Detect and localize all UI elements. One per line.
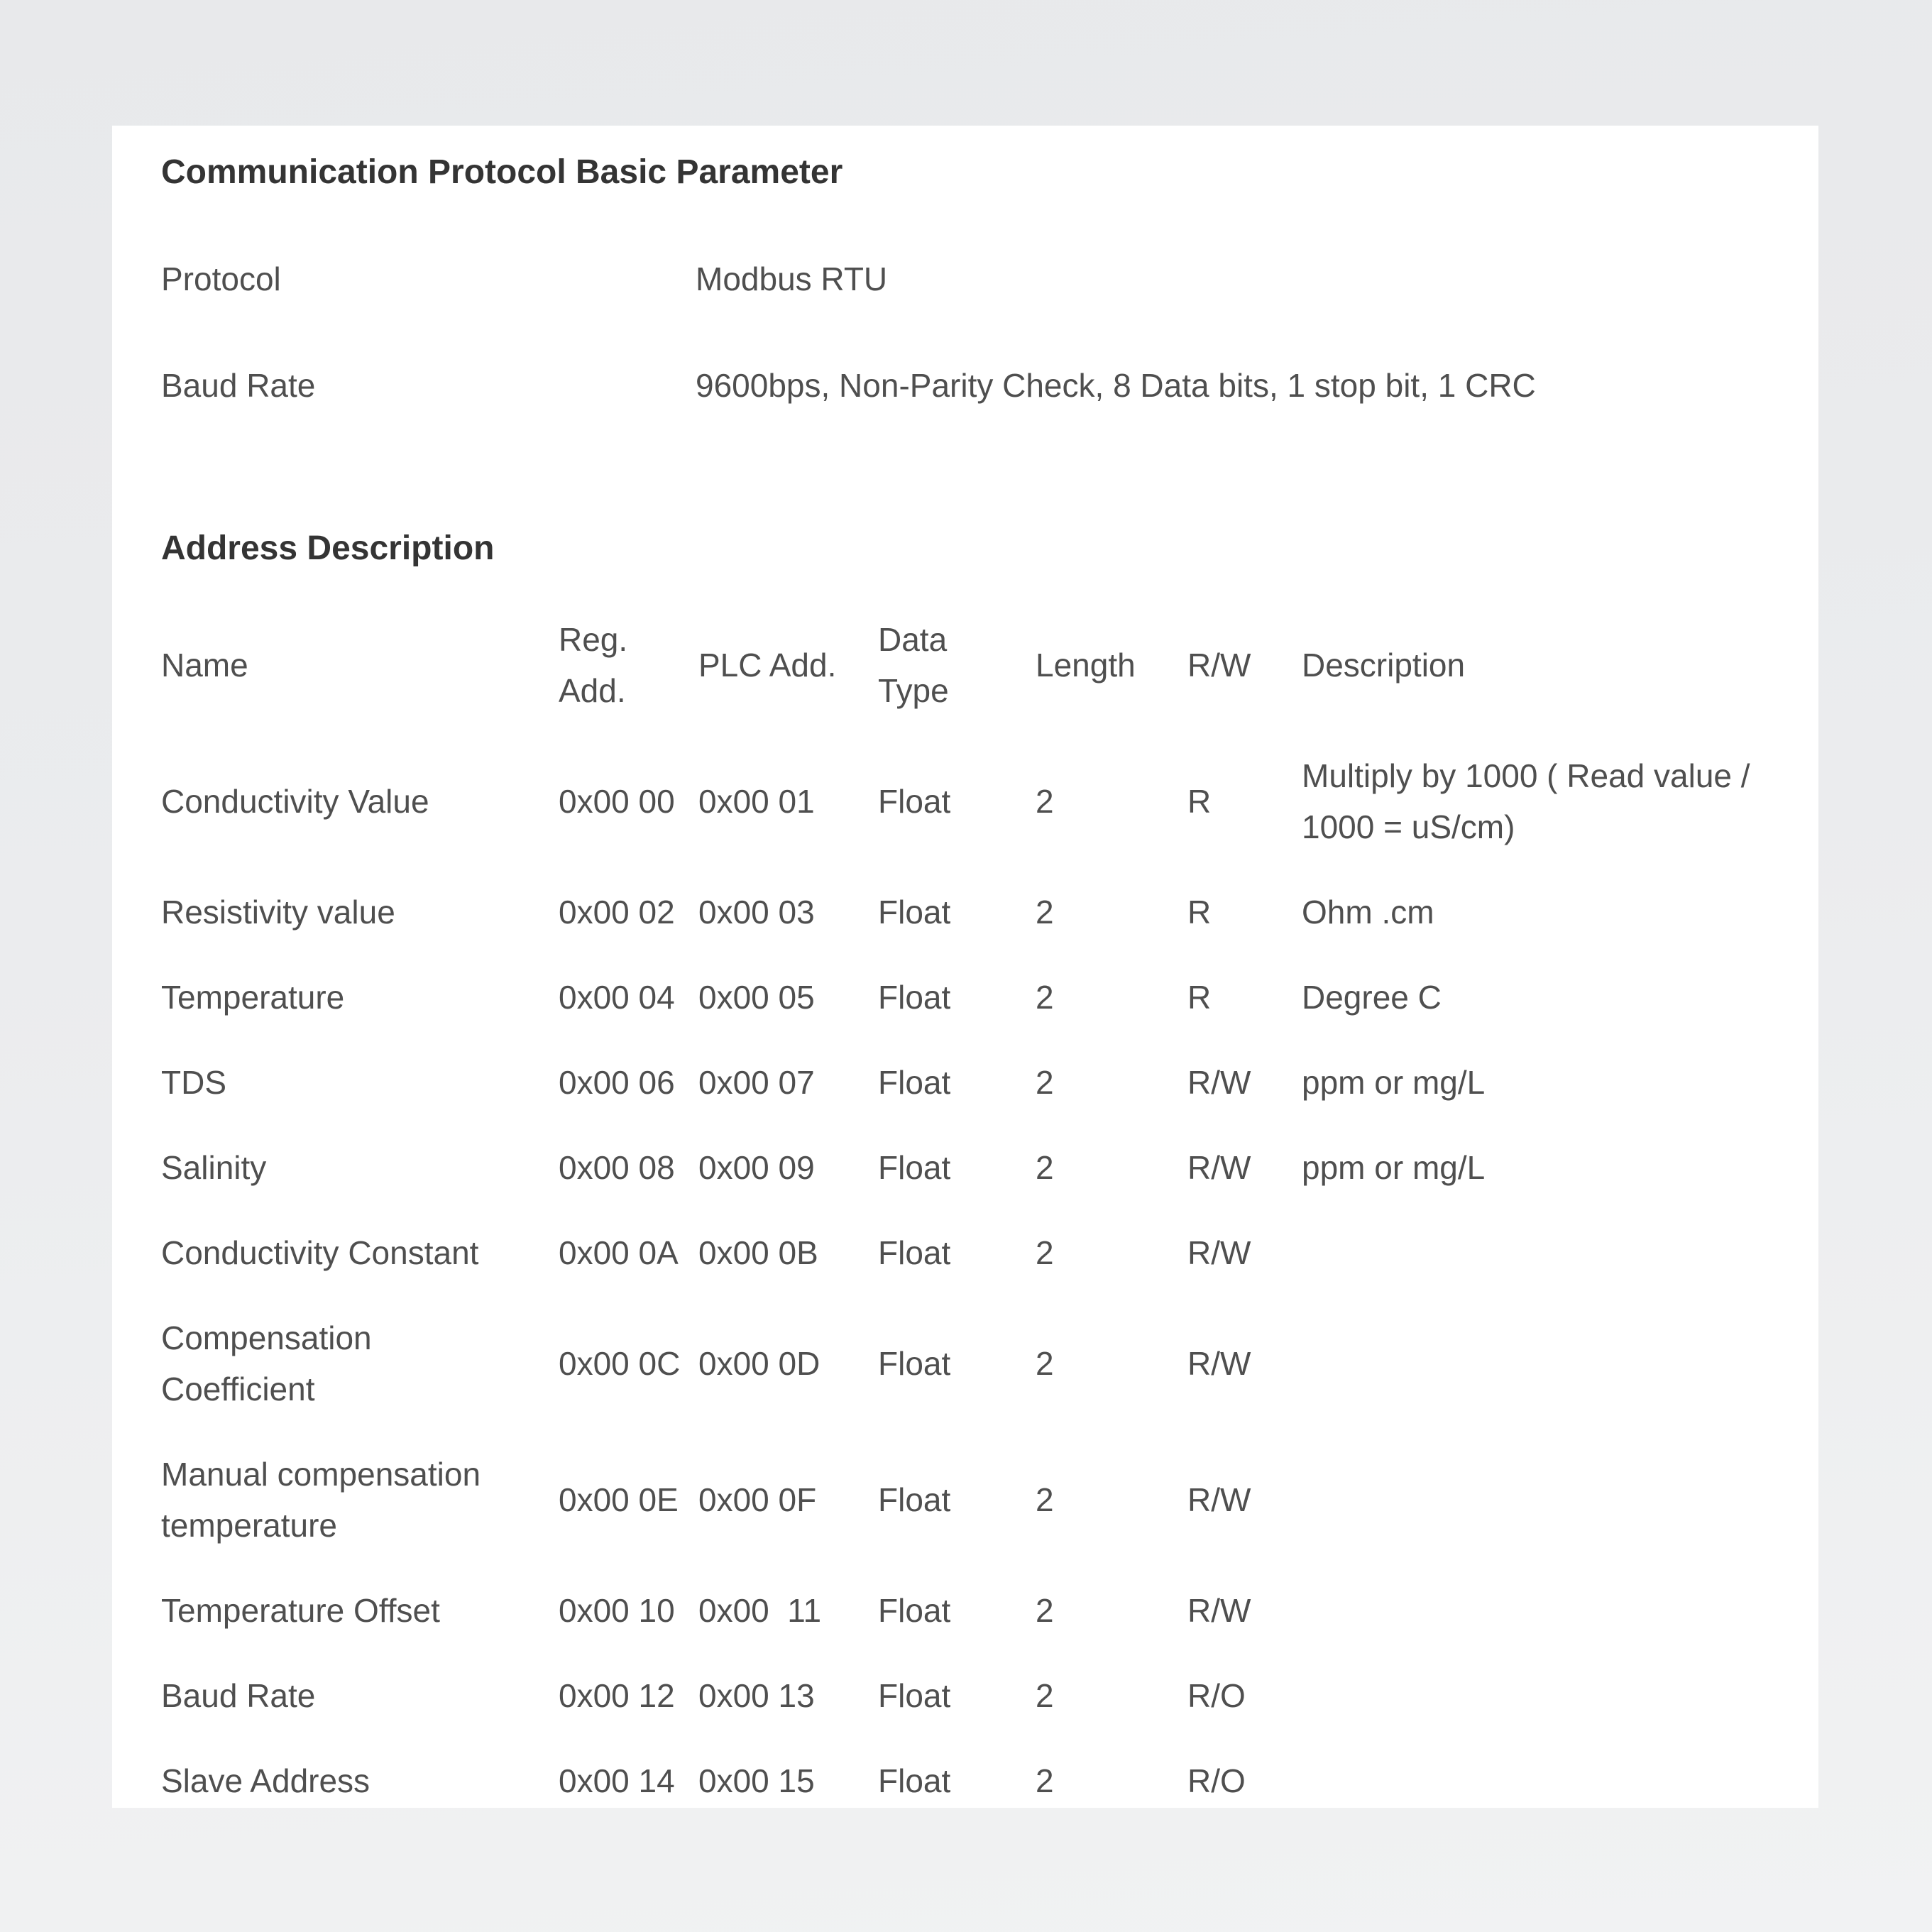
- cell-data-type: Float: [878, 1149, 951, 1186]
- column-header-length: Length: [1036, 647, 1136, 684]
- cell-name: Baud Rate: [161, 1677, 316, 1714]
- table-row: [161, 955, 1803, 1040]
- table-row: [161, 1040, 1803, 1125]
- param-value: 9600bps, Non-Parity Check, 8 Data bits, 1 stop bit, 1 CRC: [696, 367, 1536, 404]
- cell-rw: R: [1187, 894, 1212, 931]
- table-row: [161, 1210, 1803, 1295]
- cell-data-type: Float: [878, 1481, 951, 1518]
- cell-length: 2: [1036, 1345, 1054, 1382]
- cell-description: [1302, 1210, 1803, 1295]
- section-title-address-description: Address Description: [161, 529, 495, 567]
- cell-plc-add: 0x00 11: [698, 1592, 822, 1629]
- param-label: Baud Rate: [161, 367, 316, 404]
- cell-description: Ohm .cm: [1302, 894, 1434, 931]
- cell-length: 2: [1036, 1234, 1054, 1271]
- cell-rw: R/W: [1187, 1345, 1251, 1382]
- cell-rw: R: [1187, 979, 1212, 1016]
- param-row-protocol: [161, 226, 1803, 332]
- cell-name: Manual compensation temperature: [161, 1456, 490, 1544]
- column-header-rw: R/W: [1187, 647, 1251, 684]
- cell-reg-add: 0x00 0C: [559, 1345, 681, 1382]
- cell-reg-add: 0x00 10: [559, 1592, 675, 1629]
- table-row: [161, 733, 1803, 869]
- cell-description: [1302, 1738, 1803, 1808]
- cell-rw: R/W: [1187, 1149, 1251, 1186]
- table-row: [161, 1568, 1803, 1653]
- cell-reg-add: 0x00 0E: [559, 1481, 679, 1518]
- cell-name: Salinity: [161, 1149, 267, 1186]
- cell-reg-add: 0x00 14: [559, 1762, 675, 1799]
- param-label: Protocol: [161, 260, 281, 297]
- cell-description: [1302, 1432, 1803, 1568]
- param-value: Modbus RTU: [696, 260, 888, 297]
- cell-data-type: Float: [878, 1064, 951, 1101]
- cell-name: Temperature Offset: [161, 1592, 440, 1629]
- address-table: [161, 597, 1803, 1808]
- address-table-header: [161, 597, 1803, 733]
- cell-reg-add: 0x00 06: [559, 1064, 675, 1101]
- header-row: [161, 597, 1803, 733]
- cell-description: [1302, 1653, 1803, 1738]
- cell-plc-add: 0x00 03: [698, 894, 815, 931]
- cell-data-type: Float: [878, 979, 951, 1016]
- cell-reg-add: 0x00 0A: [559, 1234, 679, 1271]
- cell-rw: R/W: [1187, 1592, 1251, 1629]
- table-row: [161, 1738, 1803, 1808]
- cell-name: Conductivity Value: [161, 783, 429, 820]
- cell-data-type: Float: [878, 894, 951, 931]
- cell-description: [1302, 1295, 1803, 1432]
- cell-length: 2: [1036, 979, 1054, 1016]
- cell-rw: R/W: [1187, 1234, 1251, 1271]
- cell-reg-add: 0x00 02: [559, 894, 675, 931]
- table-row: [161, 1432, 1803, 1568]
- cell-plc-add: 0x00 09: [698, 1149, 815, 1186]
- cell-data-type: Float: [878, 1234, 951, 1271]
- cell-rw: R/O: [1187, 1677, 1246, 1714]
- cell-name: Conductivity Constant: [161, 1234, 479, 1271]
- table-row: [161, 1295, 1803, 1432]
- cell-length: 2: [1036, 783, 1054, 820]
- cell-data-type: Float: [878, 1345, 951, 1382]
- cell-plc-add: 0x00 13: [698, 1677, 815, 1714]
- cell-name: Temperature: [161, 979, 345, 1016]
- cell-name: Compensation Coefficient: [161, 1319, 381, 1407]
- cell-description: Multiply by 1000 ( Read value / 1000 = uS/cm): [1302, 757, 1760, 845]
- column-header-description: Description: [1302, 647, 1466, 684]
- cell-reg-add: 0x00 00: [559, 783, 675, 820]
- basic-parameter-list: [161, 226, 1803, 439]
- cell-plc-add: 0x00 01: [698, 783, 815, 820]
- address-table-body: [161, 733, 1803, 1808]
- column-header-reg-add: Reg. Add.: [559, 621, 635, 709]
- cell-length: 2: [1036, 1481, 1054, 1518]
- param-row-baud-rate: [161, 332, 1803, 439]
- cell-name: TDS: [161, 1064, 226, 1101]
- cell-length: 2: [1036, 1762, 1054, 1799]
- cell-data-type: Float: [878, 1677, 951, 1714]
- section-title-basic-parameter: Communication Protocol Basic Parameter: [161, 153, 843, 191]
- cell-reg-add: 0x00 04: [559, 979, 675, 1016]
- cell-length: 2: [1036, 1149, 1054, 1186]
- cell-rw: R/W: [1187, 1481, 1251, 1518]
- content-card: [112, 126, 1818, 1808]
- cell-data-type: Float: [878, 1762, 951, 1799]
- cell-plc-add: 0x00 05: [698, 979, 815, 1016]
- cell-description: [1302, 1568, 1803, 1653]
- column-header-plc-add: PLC Add.: [698, 647, 837, 684]
- cell-plc-add: 0x00 0F: [698, 1481, 817, 1518]
- cell-rw: R: [1187, 783, 1212, 820]
- cell-length: 2: [1036, 1592, 1054, 1629]
- cell-rw: R/W: [1187, 1064, 1251, 1101]
- cell-reg-add: 0x00 12: [559, 1677, 675, 1714]
- cell-plc-add: 0x00 15: [698, 1762, 815, 1799]
- cell-description: ppm or mg/L: [1302, 1064, 1486, 1101]
- cell-length: 2: [1036, 894, 1054, 931]
- cell-reg-add: 0x00 08: [559, 1149, 675, 1186]
- cell-plc-add: 0x00 0B: [698, 1234, 818, 1271]
- cell-plc-add: 0x00 0D: [698, 1345, 820, 1382]
- column-header-data-type: Data Type: [878, 621, 956, 709]
- cell-rw: R/O: [1187, 1762, 1246, 1799]
- cell-length: 2: [1036, 1064, 1054, 1101]
- cell-data-type: Float: [878, 1592, 951, 1629]
- cell-name: Resistivity value: [161, 894, 395, 931]
- column-header-name: Name: [161, 647, 248, 684]
- table-row: [161, 1125, 1803, 1210]
- table-row: [161, 869, 1803, 955]
- cell-description: Degree C: [1302, 979, 1442, 1016]
- cell-name: Slave Address: [161, 1762, 371, 1799]
- cell-description: ppm or mg/L: [1302, 1149, 1486, 1186]
- cell-length: 2: [1036, 1677, 1054, 1714]
- cell-plc-add: 0x00 07: [698, 1064, 815, 1101]
- table-row: [161, 1653, 1803, 1738]
- cell-data-type: Float: [878, 783, 951, 820]
